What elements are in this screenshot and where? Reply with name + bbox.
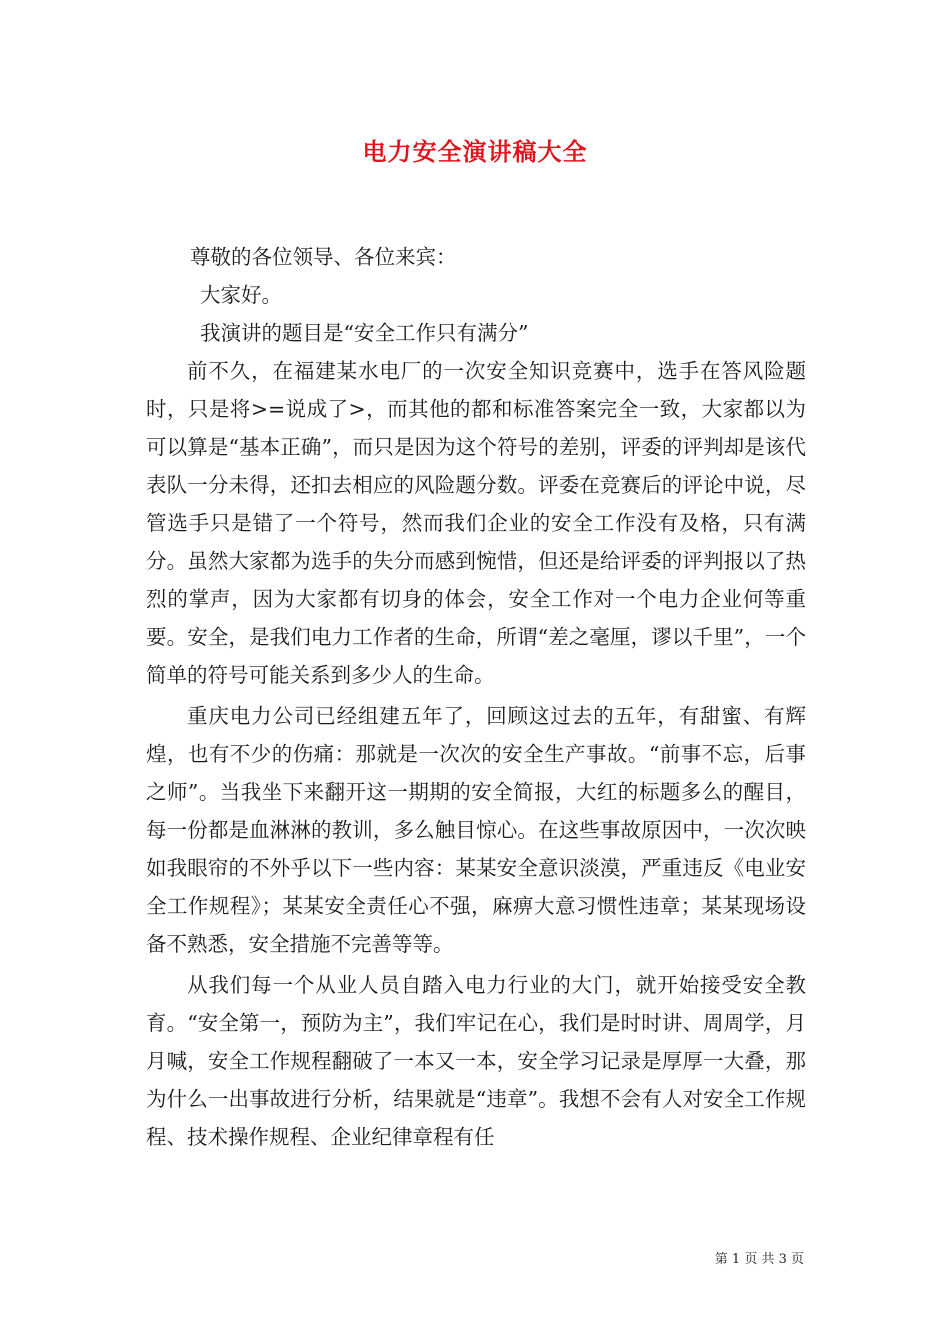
paragraph-3: 从我们每一个从业人员自踏入电力行业的大门，就开始接受安全教育。“安全第一，预防为主”，我们牢记在心，我们是时时讲、周周学，月月喊，安全工作规程翻破了一本又一本，安全学习记录是厚厚一大叠，那为什么一出事故进行分析，结果就是“违章”。我想不会有人对安全工作规程、技术操作规程、企业纪律章程有任: [146, 973, 806, 1149]
greeting-line: 大家好。: [200, 283, 282, 307]
salutation-line: 尊敬的各位领导、各位来宾：: [190, 245, 457, 269]
document-body: [146, 238, 806, 1159]
paragraph-1: 前不久，在福建某水电厂的一次安全知识竞赛中，选手在答风险题时，只是将>=说成了>，而其他的都和标准答案完全一致，大家都以为可以算是“基本正确”，而只是因为这个符号的差别，评委的评判却是该代表队一分未得，还扣去相应的风险题分数。评委在竞赛后的评论中说，尽管选手只是错了一个符号，然而我们企业的安全工作没有及格，只有满分。虽然大家都为选手的失分而感到惋惜，但还是给评委的评判报以了热烈的掌声，因为大家都有切身的体会，安全工作对一个电力企业何等重要。安全，是我们电力工作者的生命，所谓“差之毫厘，谬以千里”，一个简单的符号可能关系到多少人的生命。: [146, 359, 806, 687]
paragraph-2: 重庆电力公司已经组建五年了，回顾这过去的五年，有甜蜜、有辉煌，也有不少的伤痛：那就是一次次的安全生产事故。“前事不忘，后事之师”。当我坐下来翻开这一期期的安全简报，大红的标题多么的醒目，每一份都是血淋淋的教训，多么触目惊心。在这些事故原因中，一次次映如我眼帘的不外乎以下一些内容：某某安全意识淡漠，严重违反《电业安全工作规程》；某某安全责任心不强，麻痹大意习惯性违章；某某现场设备不熟悉，安全措施不完善等等。: [146, 704, 806, 956]
page-number-footer: 第 1 页 共 3 页: [714, 1252, 804, 1267]
topic-line: 我演讲的题目是“安全工作只有满分”: [200, 321, 529, 345]
document-title: 电力安全演讲稿大全: [362, 137, 588, 166]
